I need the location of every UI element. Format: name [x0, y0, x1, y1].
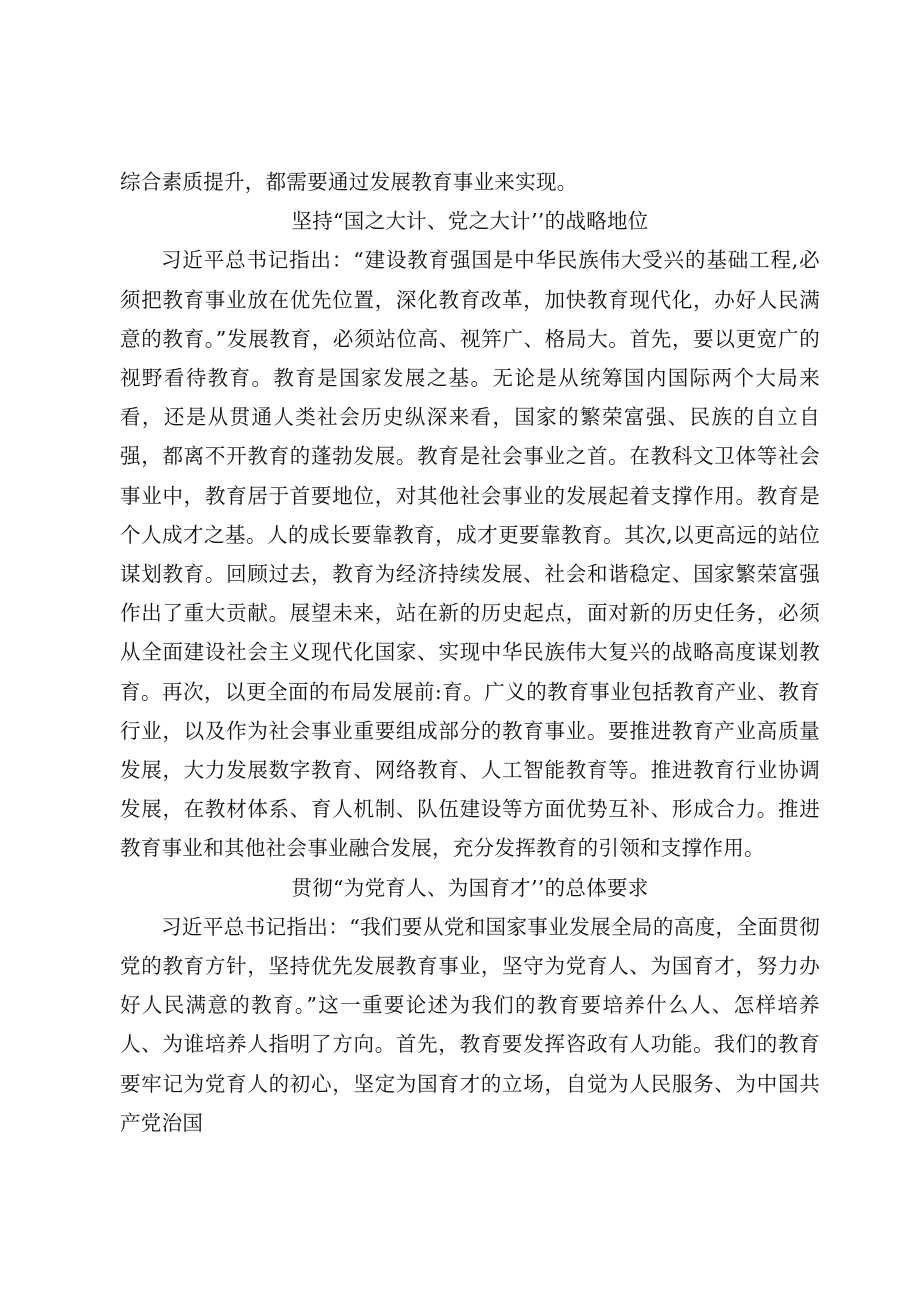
section-heading-strategic-position: 坚持“国之大计、党之大计’’的战略地位: [291, 209, 649, 234]
document-body: [120, 163, 820, 1143]
paragraph-overall-requirements: 习近平总书记指出：“我们要从党和国家事业发展全局的高度，全面贯彻党的教育方针，坚持优先发展教育事业，坚守为党育人、为国育才，努力办好人民满意的教育。”这一重要论述为我们的教育要培养什么人、怎样培养人、为谁培养人指明了方向。首先，教育要发挥咨政有人功能。我们的教育要牢记为党育人的初心，坚定为国育才的立场，自觉为人民服务、为中国共产党治国: [120, 914, 820, 1135]
paragraph-strategic-position: 习近平总书记指出：“建设教育强国是中华民族伟大受兴的基础工程,必须把教育事业放在优先位置，深化教育改革，加快教育现代化，办好人民满意的教育。”发展教育，必须站位高、视笄广、格局大。首先，要以更宽广的视野看待教育。教育是国家发展之基。无论是从统筹国内国际两个大局来看，还是从贯通人类社会历史纵深来看，国家的繁荣富强、民族的自立自强，都离不开教育的蓬勃发展。教育是社会事业之首。在教科文卫体等社会事业中，教育居于首要地位，对其他社会事业的发展起着支撑作用。教育是个人成才之基。人的成长要靠教育，成才更要靠教育。其次,以更高远的站位谋划教育。回顾过去，教育为经济持续发展、社会和谐稳定、国家繁荣富强作出了重大贡献。展望未来，站在新的历史起点，面对新的历史任务，必须从全面建设社会主义现代化国家、实现中华民族伟大复兴的战略高度谋划教育。再次，以更全面的布局发展前:育。广义的教育事业包括教育产业、教育行业，以及作为社会事业重要组成部分的教育事业。要推进教育产业高质量发展，大力发展数字教育、网络教育、人工智能教育等。推进教育行业协调发展，在教材体系、育人机制、队伍建设等方面优势互补、形成合力。推进教育事业和其他社会事业融合发展，充分发挥教育的引领和支撑作用。: [120, 248, 820, 861]
paragraph-intro-tail: 综合素质提升，都需要通过发展教育事业来实现。: [120, 170, 578, 194]
section-heading-overall-requirements: 贯彻“为党育人、为国育才’’的总体要求: [291, 875, 649, 900]
